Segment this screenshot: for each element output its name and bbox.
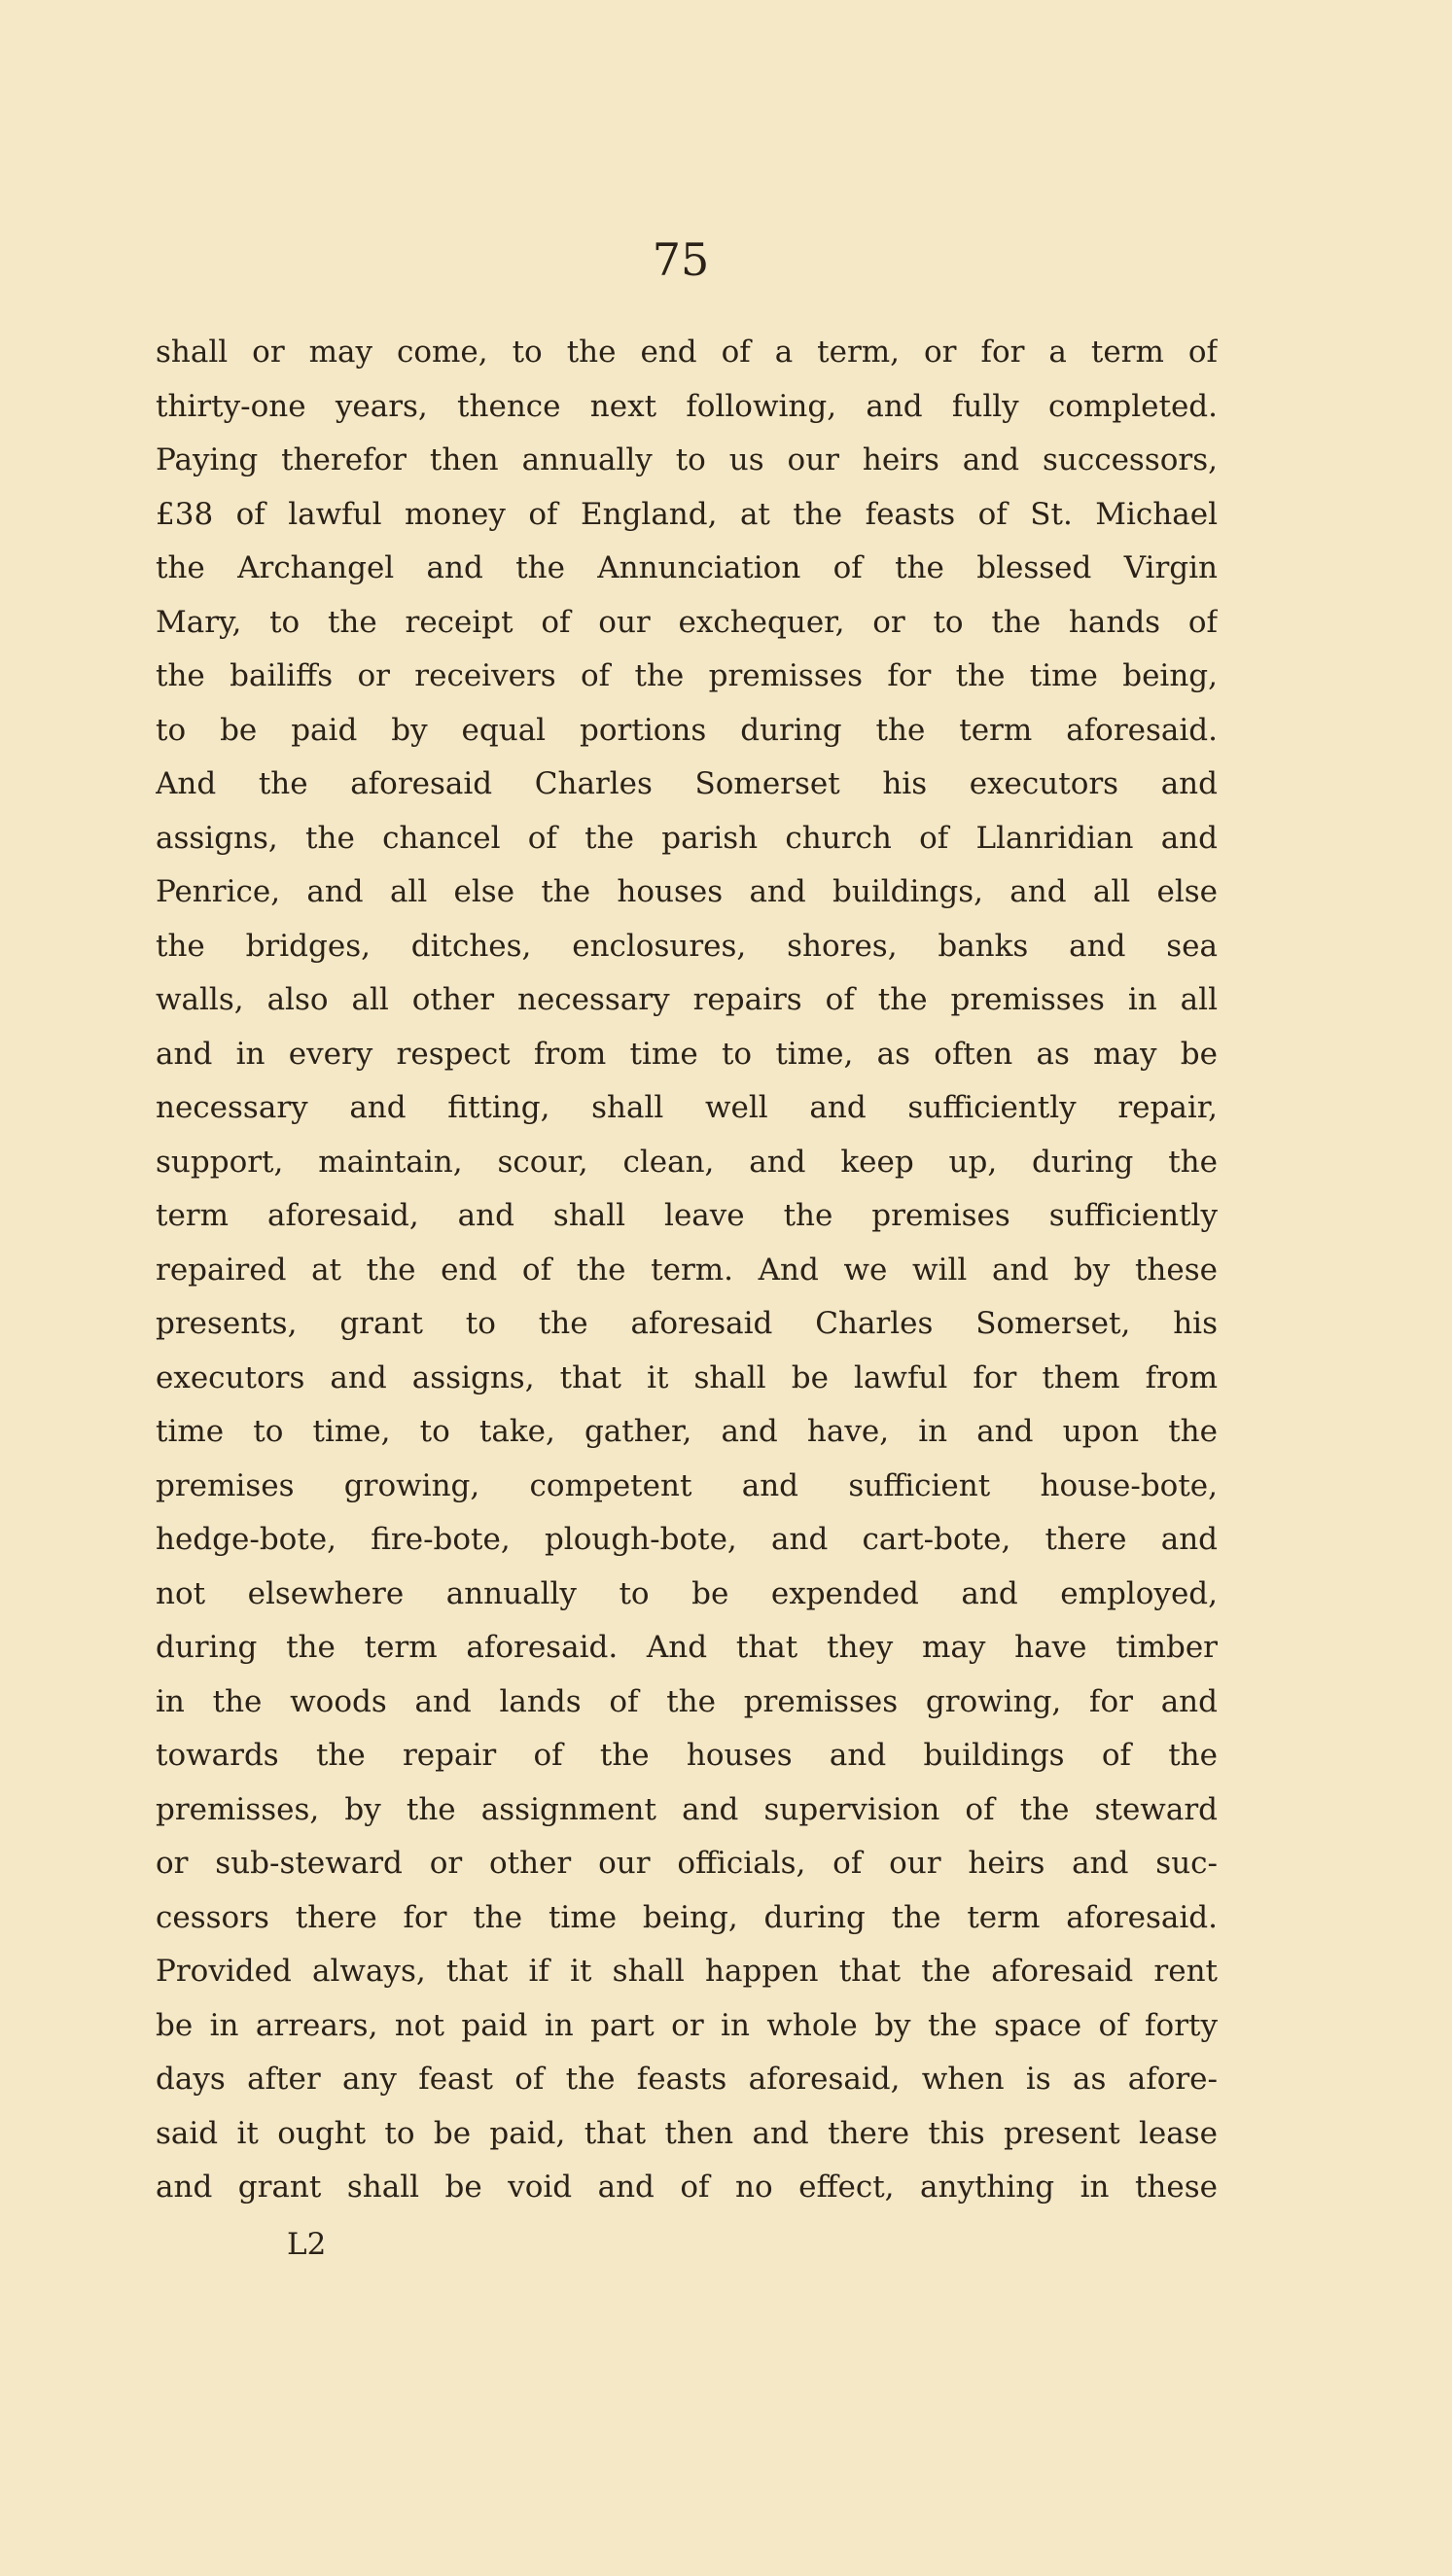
text-line: during the term aforesaid. And that they may have timber xyxy=(156,1630,1218,1665)
text-line: cessors there for the time being, during the term aforesaid. xyxy=(156,1899,1218,1935)
text-line: and in every respect from time to time, as often as may be xyxy=(156,1036,1218,1072)
text-line: Paying therefor then annually to us our heirs and successors, xyxy=(156,442,1218,477)
text-line: to be paid by equal portions during the term aforesaid. xyxy=(156,712,1218,748)
text-line: the bailiffs or receivers of the premisses for the time being, xyxy=(156,658,1218,693)
page-number: 75 xyxy=(652,233,710,286)
text-line: hedge-bote, fire-bote, plough-bote, and cart-bote, there and xyxy=(156,1522,1218,1557)
text-line: towards the repair of the houses and buildings of the xyxy=(156,1738,1218,1773)
text-line: and grant shall be void and of no effect, anything in these xyxy=(156,2170,1218,2205)
text-line: term aforesaid, and shall leave the premises sufficiently xyxy=(156,1198,1218,1233)
text-line: necessary and fitting, shall well and sufficiently repair, xyxy=(156,1090,1218,1125)
text-line: in the woods and lands of the premisses growing, for and xyxy=(156,1683,1218,1719)
text-line: the Archangel and the Annunciation of the blessed Virgin xyxy=(156,550,1218,585)
text-line: £38 of lawful money of England, at the feasts of St. Michael xyxy=(156,496,1218,532)
text-line: thirty-one years, thence next following, and fully completed. xyxy=(156,388,1218,424)
text-line: Penrice, and all else the houses and buildings, and all else xyxy=(156,874,1218,909)
text-line: not elsewhere annually to be expended and employed, xyxy=(156,1575,1218,1611)
text-line: repaired at the end of the term. And we will and by these xyxy=(156,1252,1218,1288)
text-line: walls, also all other necessary repairs of the premisses in all xyxy=(156,982,1218,1017)
text-line: Provided always, that if it shall happen that the aforesaid rent xyxy=(156,1954,1218,1989)
text-line: support, maintain, scour, clean, and keep up, during the xyxy=(156,1144,1218,1180)
text-line: be in arrears, not paid in part or in whole by the space of forty xyxy=(156,2007,1218,2043)
body-text xyxy=(156,326,1218,2215)
text-line: or sub-steward or other our officials, of our heirs and suc- xyxy=(156,1846,1218,1881)
text-line: executors and assigns, that it shall be lawful for them from xyxy=(156,1359,1218,1395)
text-line: shall or may come, to the end of a term, or for a term of xyxy=(156,335,1218,370)
text-line: assigns, the chancel of the parish church of Llanridian and xyxy=(156,820,1218,856)
text-line: premisses, by the assignment and supervision of the steward xyxy=(156,1791,1218,1827)
text-line: days after any feast of the feasts aforesaid, when is as afore- xyxy=(156,2062,1218,2097)
text-line: said it ought to be paid, that then and there this present lease xyxy=(156,2115,1218,2151)
text-line: Mary, to the receipt of our exchequer, or to the hands of xyxy=(156,604,1218,640)
signature-mark: L2 xyxy=(287,2227,327,2262)
text-line: presents, grant to the aforesaid Charles Somerset, his xyxy=(156,1306,1218,1341)
text-line: time to time, to take, gather, and have, in and upon the xyxy=(156,1414,1218,1449)
text-line: premises growing, competent and sufficient house-bote, xyxy=(156,1467,1218,1503)
text-line: And the aforesaid Charles Somerset his executors and xyxy=(156,766,1218,801)
text-line: the bridges, ditches, enclosures, shores, banks and sea xyxy=(156,928,1218,964)
